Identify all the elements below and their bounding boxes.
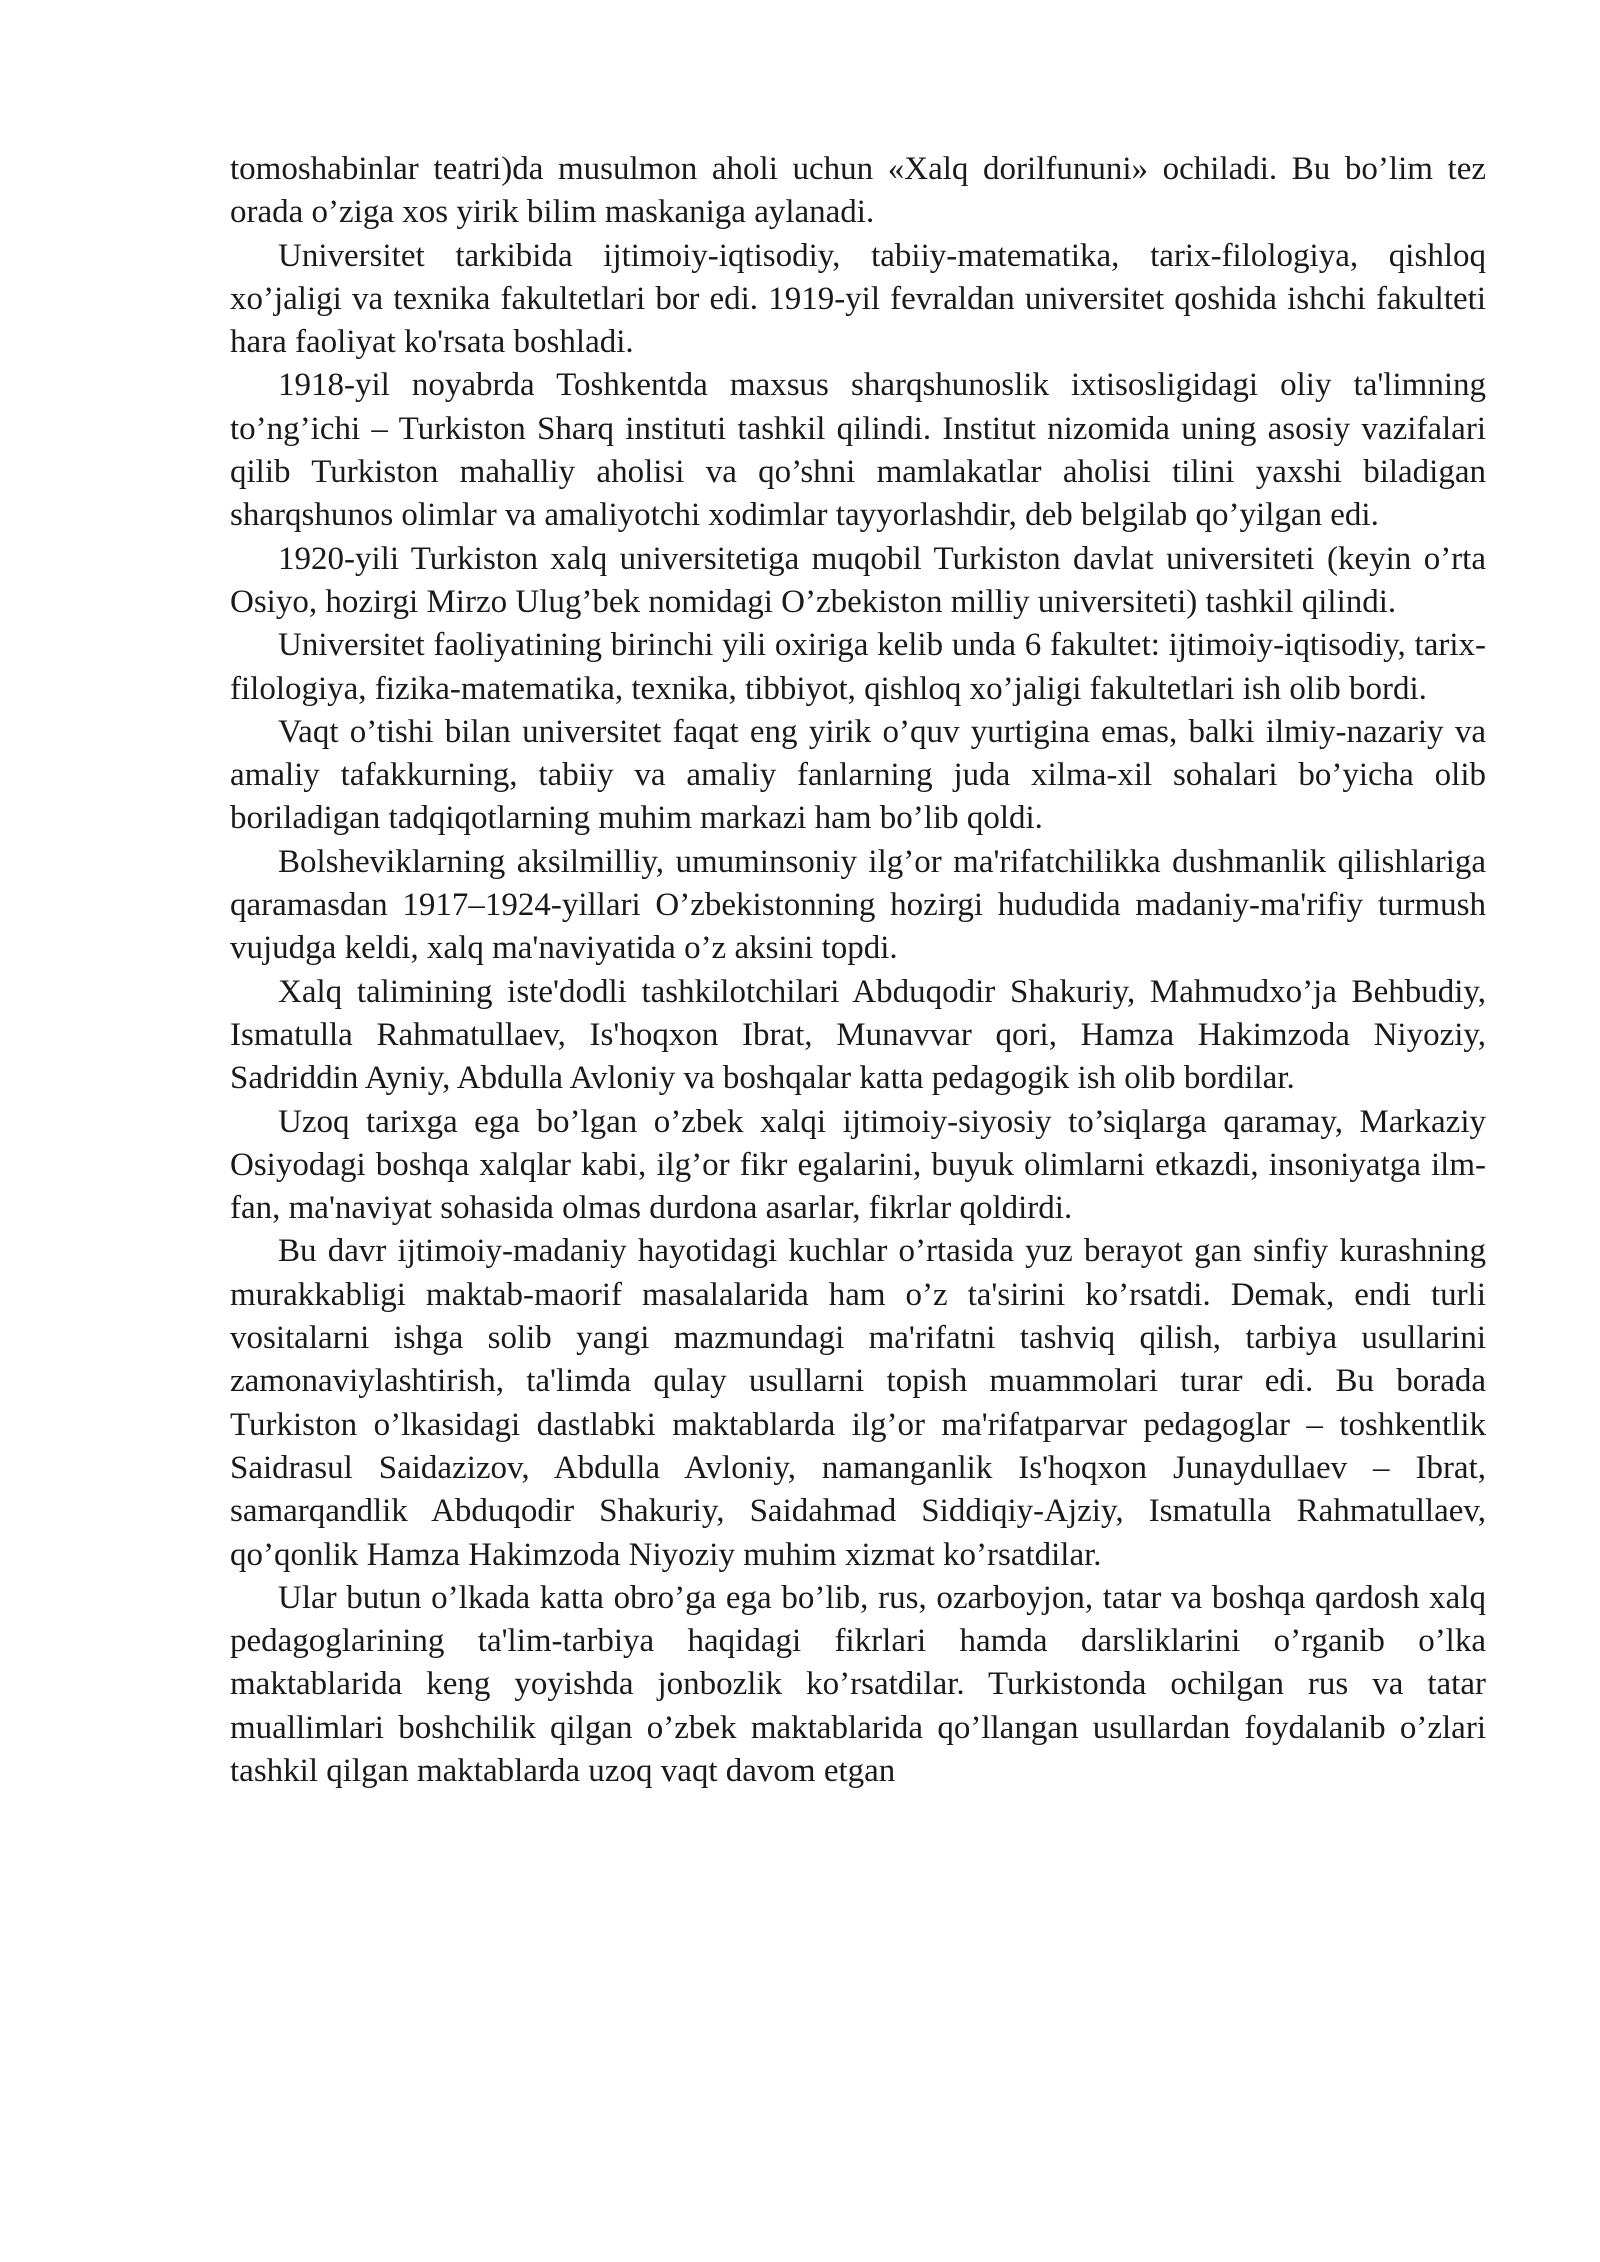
- paragraph-4: 1920-yili Turkiston xalq universitetiga muqobil Turkiston davlat universiteti (keyin o’rta Osiyo, hozirgi Mirzo Ulug’bek nomidagi O’zbekiston milliy universiteti) tashkil qilindi.: [230, 540, 1486, 620]
- paragraph-10: Bu davr ijtimoiy-madaniy hayotidagi kuchlar o’rtasida yuz berayot gan sinfiy kurashning murakkabligi maktab-maorif masalalarida ham o’z ta'sirini ko’rsatdi. Demak, endi turli vositalarni ishga solib yangi mazmundagi ma'rifatni tashviq qilish, tarbiya usullarini zamonaviylashtirish, ta'limda qulay usullarni topish muammolari turar edi. Bu borada Turkiston o’lkasidagi dastlabki maktablarda ilg’or ma'rifatparvar pedagoglar – toshkentlik Saidrasul Saidazizov, Abdulla Avloniy, namanganlik Is'hoqxon Junaydullaev – Ibrat, samarqandlik Abduqodir Shakuriy, Saidahmad Siddiqiy-Ajziy, Ismatulla Rahmatullaev, qo’qonlik Hamza Hakimzoda Niyoziy muhim xizmat ko’rsatdilar.: [230, 1233, 1486, 1573]
- paragraph-9: Uzoq tarixga ega bo’lgan o’zbek xalqi ijtimoiy-siyosiy to’siqlarga qaramay, Markaziy Osiyodagi boshqa xalqlar kabi, ilg’or fikr egalarini, buyuk olimlarni etkazdi, insoniyatga ilm-fan, ma'naviyat sohasida olmas durdona asarlar, fikrlar qoldirdi.: [230, 1103, 1486, 1227]
- paragraph-7: Bolsheviklarning aksilmilliy, umuminsoniy ilg’or ma'rifatchilikka dushmanlik qilishlariga qaramasdan 1917–1924-yillari O’zbekistonning hozirgi hududida madaniy-ma'rifiy turmush vujudga keldi, xalq ma'naviyatida o’z aksini topdi.: [230, 843, 1486, 967]
- paragraph-8: Xalq talimining iste'dodli tashkilotchilari Abduqodir Shakuriy, Mahmudxo’ja Behbudiy, Ismatulla Rahmatullaev, Is'hoqxon Ibrat, Munavvar qori, Hamza Hakimzoda Niyoziy, Sadriddin Ayniy, Abdulla Avloniy va boshqalar katta pedagogik ish olib bordilar.: [230, 973, 1486, 1097]
- paragraph-5: Universitet faoliyatining birinchi yili oxiriga kelib unda 6 fakultet: ijtimoiy-iqtisodiy, tarix-filologiya, fizika-matematika, texnika, tibbiyot, qishloq xo’jaligi fakultetlari ish olib bordi.: [230, 627, 1486, 707]
- paragraph-6: Vaqt o’tishi bilan universitet faqat eng yirik o’quv yurtigina emas, balki ilmiy-nazariy va amaliy tafakkurning, tabiiy va amaliy fanlarning juda xilma-xil sohalari bo’yicha olib boriladigan tadqiqotlarning muhim markazi ham bo’lib qoldi.: [230, 713, 1486, 837]
- paragraph-11: Ular butun o’lkada katta obro’ga ega bo’lib, rus, ozarboyjon, tatar va boshqa qardosh xalq pedagoglarining ta'lim-tarbiya haqidagi fikrlari hamda darsliklarini o’rganib o’lka maktablarida keng yoyishda jonbozlik ko’rsatdilar. Turkistonda ochilgan rus va tatar muallimlari boshchilik qilgan o’zbek maktablarida qo’llangan usullardan foydalanib o’zlari tashkil qilgan maktablarda uzoq vaqt davom etgan: [230, 1579, 1486, 1789]
- paragraph-1: tomoshabinlar teatri)da musulmon aholi uchun «Xalq dorilfununi» ochiladi. Bu bo’lim tez orada o’ziga xos yirik bilim maskaniga aylanadi.: [230, 151, 1486, 231]
- paragraph-2: Universitet tarkibida ijtimoiy-iqtisodiy, tabiiy-matematika, tarix-filologiya, qishloq xo’jaligi va texnika fakultetlari bor edi. 1919-yil fevraldan universitet qoshida ishchi fakulteti hara faoliyat ko'rsata boshladi.: [230, 237, 1486, 361]
- paragraph-3: 1918-yil noyabrda Toshkentda maxsus sharqshunoslik ixtisosligidagi oliy ta'limning to’ng’ichi – Turkiston Sharq instituti tashkil qilindi. Institut nizomida uning asosiy vazifalari qilib Turkiston mahalliy aholisi va qo’shni mamlakatlar aholisi tilini yaxshi biladigan sharqshunos olimlar va amaliyotchi xodimlar tayyorlashdir, deb belgilab qo’yilgan edi.: [230, 367, 1486, 534]
- document-page: [230, 148, 1486, 1793]
